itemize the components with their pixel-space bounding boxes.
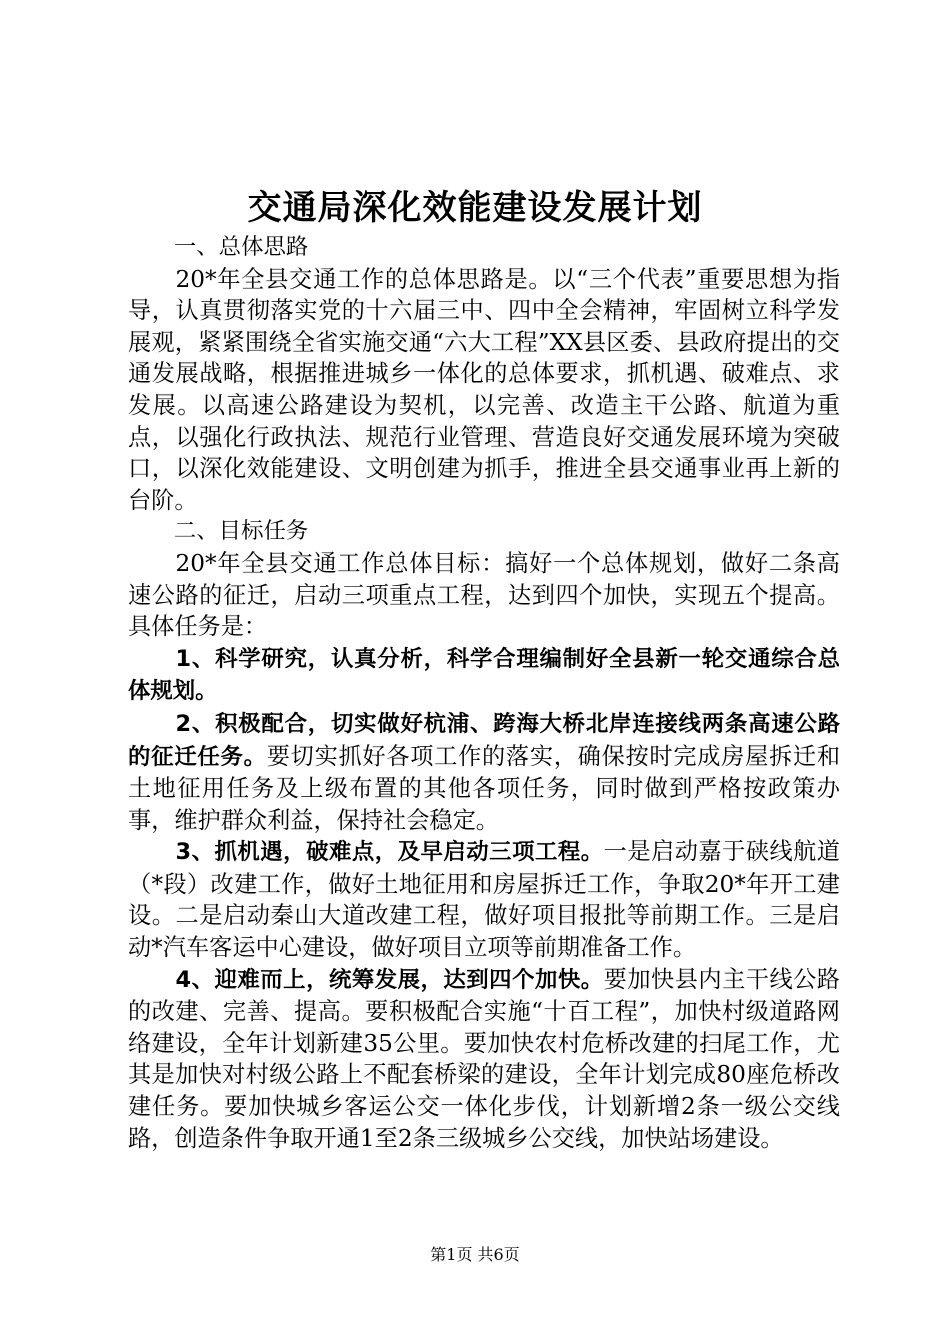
task-text: 要加快县内主干线公路的改建、完善、提高。要积极配合实施“十百工程”，加快村级道路网络建设，全年计划新建35公里。要加快农村危桥改建的扫尾工作，尤其是加快对村级公路上不配套桥梁的建设，全年计划完成80座危桥改建任务。要加快城乡客运公交一体化步伐，计划新增2条一级公交线路，创造条件争取开通1至2条三级城乡公交线，加快站场建设。 (128, 965, 840, 1152)
task-lead: 4、迎难而上，统筹发展，达到四个加快。 (175, 966, 604, 993)
task-text: 一是启动嘉于硖线航道（*段）改建工作，做好土地征用和房屋拆迁工作，争取20*年开工建设。二是启动秦山大道改建工程，做好项目报批等前期工作。三是启动*汽车客运中心建设，做好项目立项等前期准备工作。 (128, 838, 840, 962)
section-heading: 二、目标任务 (173, 518, 309, 545)
task-item (128, 643, 840, 708)
page-footer: 第1页 共6页 (430, 1245, 520, 1264)
document-title: 交通局深化效能建设发展计划 (247, 188, 703, 228)
paragraph: 20*年全县交通工作总体目标：搞好一个总体规划，做好二条高速公路的征迁，启动三项重点工程，达到四个加快，实现五个提高。具体任务是： (128, 549, 840, 641)
task-item (128, 708, 840, 836)
task-lead: 2、积极配合，切实做好杭浦、跨海大桥北岸连接线两条高速公路的征迁任务。 (128, 710, 840, 770)
paragraph: 20*年全县交通工作的总体思路是。以“三个代表”重要思想为指导，认真贯彻落实党的十六届三中、四中全会精神，牢固树立科学发展观，紧紧围绕全省实施交通“六大工程”XX县区委、县政府提出的交通发展战略，根据推进城乡一体化的总体要求，抓机遇、破难点、求发展。以高速公路建设为契机，以完善、改造主干公路、航道为重点，以强化行政执法、规范行业管理、营造良好交通发展环境为突破口，以深化效能建设、文明创建为抓手，推进全县交通事业再上新的台阶。 (128, 265, 840, 514)
task-item (128, 964, 840, 1155)
task-lead: 1、科学研究，认真分析，科学合理编制好全县新一轮交通综合总体规划。 (128, 645, 840, 705)
task-text: 要切实抓好各项工作的落实，确保按时完成房屋拆迁和土地征用任务及上级布置的其他各项任务，同时做到严格按政策办事，维护群众利益，保持社会稳定。 (128, 742, 841, 834)
task-item (128, 836, 840, 963)
document-body (128, 232, 840, 1154)
task-lead: 3、抓机遇，破难点，及早启动三项工程。 (175, 839, 604, 866)
section-heading: 一、总体思路 (173, 234, 309, 260)
